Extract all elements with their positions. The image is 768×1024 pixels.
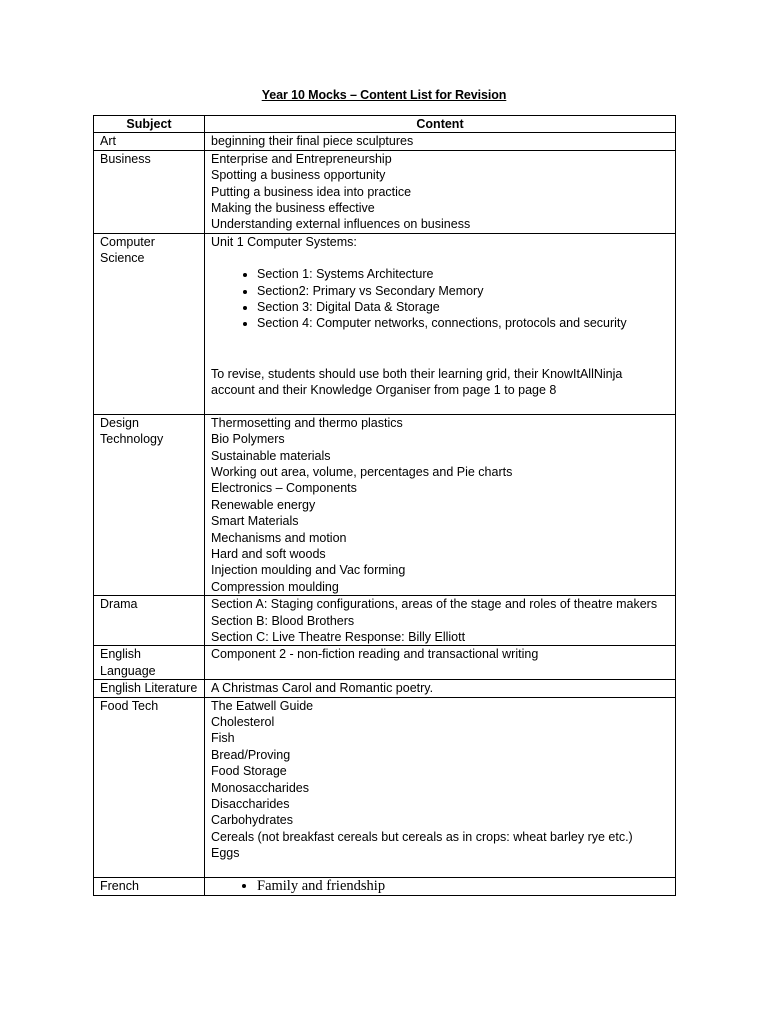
- table-row-drama: [94, 596, 676, 646]
- content-line: Renewable energy: [211, 497, 316, 512]
- content-cell: [205, 646, 676, 680]
- content-cell: [205, 680, 676, 697]
- content-line: Bread/Proving: [211, 747, 291, 762]
- content-line: Eggs: [211, 846, 240, 861]
- content-cell: [205, 414, 676, 595]
- content-line: Carbohydrates: [211, 813, 293, 828]
- content-line: Cholesterol: [211, 715, 275, 729]
- subject-cell: French: [94, 877, 205, 895]
- table-row-french: [94, 877, 676, 895]
- bullet-list: [211, 266, 669, 332]
- content-line: Injection moulding and Vac forming: [211, 563, 406, 578]
- content-line: Section B: Blood Brothers: [211, 613, 355, 628]
- content-line: Thermosetting and thermo plastics: [211, 415, 403, 430]
- subject-cell: Design Technology: [94, 414, 205, 595]
- content-line: Food Storage: [211, 764, 287, 779]
- content-line: Component 2 - non-fiction reading and transactional writing: [211, 647, 539, 662]
- document-title: Year 10 Mocks – Content List for Revision: [261, 88, 507, 102]
- subject-cell: Drama: [94, 596, 205, 646]
- content-line: Working out area, volume, percentages and Pie charts: [211, 464, 513, 479]
- subject-cell: Art: [94, 133, 205, 150]
- content-line: Mechanisms and motion: [211, 530, 347, 545]
- content-line: Smart Materials: [211, 514, 299, 529]
- subject-cell: Computer Science: [94, 233, 205, 414]
- table-row-english-literature: [94, 680, 676, 697]
- content-line: Cereals (not breakfast cereals but cereals as in crops: wheat barley rye etc.): [211, 829, 633, 844]
- content-cell: [205, 133, 676, 150]
- content-line: A Christmas Carol and Romantic poetry.: [211, 681, 434, 696]
- subject-cell: English Literature: [94, 680, 205, 697]
- subject-cell: Business: [94, 150, 205, 233]
- content-line: Making the business effective: [211, 201, 375, 216]
- list-item: • Section 3: Digital Data & Storage: [257, 299, 669, 315]
- content-line: Sustainable materials: [211, 448, 331, 463]
- table-row-art: [94, 133, 676, 150]
- subject-header: Subject: [94, 116, 205, 133]
- content-line: beginning their final piece sculptures: [211, 134, 414, 149]
- content-cell: [205, 596, 676, 646]
- content-line: Compression moulding: [211, 579, 339, 594]
- content-line: Electronics – Components: [211, 481, 357, 496]
- content-cell: [205, 233, 676, 414]
- content-line: Enterprise and Entrepreneurship: [211, 151, 392, 166]
- content-line: Spotting a business opportunity: [211, 168, 386, 183]
- table-row-food-tech: [94, 697, 676, 877]
- subject-cell: Food Tech: [94, 697, 205, 877]
- list-item: • Family and friendship: [257, 878, 669, 895]
- table-row-computer-science: [94, 233, 676, 414]
- revision-table: [93, 115, 676, 896]
- content-line: Section A: Staging configurations, areas of the stage and roles of theatre makers: [211, 597, 658, 612]
- subject-cell: English Language: [94, 646, 205, 680]
- content-note: To revise, students should use both their learning grid, their KnowItAllNinja account and their Knowledge Organiser from page 1 to page 8: [211, 366, 623, 398]
- table-row-business: [94, 150, 676, 233]
- content-line: Section C: Live Theatre Response: Billy Elliott: [211, 629, 466, 644]
- content-cell: [205, 697, 676, 877]
- list-item: • Section2: Primary vs Secondary Memory: [257, 283, 669, 299]
- content-line: Monosaccharides: [211, 780, 309, 795]
- content-line: Understanding external influences on business: [211, 217, 471, 232]
- content-line: The Eatwell Guide: [211, 698, 314, 713]
- content-cell: [205, 150, 676, 233]
- content-cell: [205, 877, 676, 895]
- content-line: Bio Polymers: [211, 432, 285, 447]
- content-header: Content: [205, 116, 676, 133]
- bullet-list: [211, 878, 669, 895]
- content-line: Unit 1 Computer Systems:: [211, 234, 357, 249]
- content-line: Fish: [211, 731, 235, 746]
- content-line: Hard and soft woods: [211, 546, 326, 561]
- content-line: Disaccharides: [211, 797, 290, 812]
- header-row: [94, 116, 676, 133]
- list-item: • Section 1: Systems Architecture: [257, 266, 669, 282]
- spacer: [211, 332, 669, 366]
- table-row-design-technology: [94, 414, 676, 595]
- list-item: • Section 4: Computer networks, connections, protocols and security: [257, 315, 669, 331]
- table-row-english-language: [94, 646, 676, 680]
- content-line: Putting a business idea into practice: [211, 184, 412, 199]
